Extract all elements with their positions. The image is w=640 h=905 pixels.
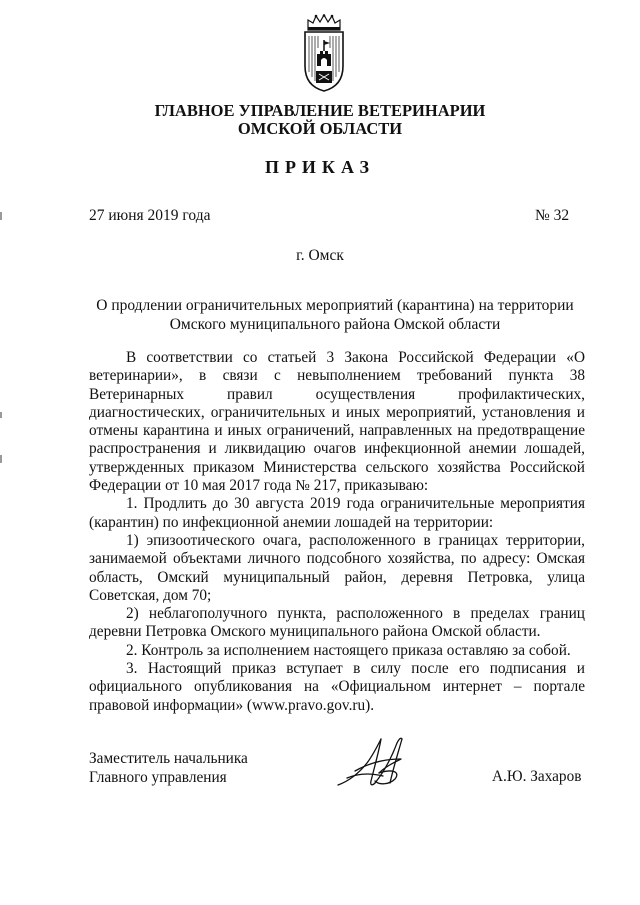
body-paragraph-item-1: 1. Продлить до 30 августа 2019 года ограничительные мероприятия (карантин) по инфекционной анемии лошадей на территории: bbox=[89, 495, 585, 531]
document-number: № 32 bbox=[535, 207, 570, 224]
document-subject-line1: О продлении ограничительных мероприятий (карантина) на территории bbox=[96, 297, 574, 314]
scan-edge-mark bbox=[0, 212, 2, 220]
document-subject-line2: Омского муниципального района Омской области bbox=[169, 316, 501, 333]
omsk-coat-of-arms-icon bbox=[301, 14, 347, 92]
body-paragraph-item-1-1: 1) эпизоотического очага, расположенного в границах территории, занимаемой объектами личного подсобного хозяйства, по адресу: Омская область, Омский муниципальный район, деревня Петровка, улица Советская, дом 70; bbox=[89, 531, 585, 604]
organization-name-line2: ОМСКОЙ ОБЛАСТИ bbox=[237, 119, 403, 138]
signer-position-line1: Заместитель начальника bbox=[89, 750, 248, 767]
body-paragraph-item-3: 3. Настоящий приказ вступает в силу после его подписания и официального опубликования на «Официальном интернет – портале правовой информации» (www.pravo.gov.ru). bbox=[89, 660, 585, 714]
handwritten-signature-icon bbox=[335, 733, 425, 793]
signer-position-line2: Главного управления bbox=[89, 769, 227, 786]
body-paragraph-item-1-2: 2) неблагополучного пункта, расположенного в пределах границ деревни Петровка Омского муниципального района Омской области. bbox=[89, 605, 585, 641]
document-city: г. Омск bbox=[296, 247, 344, 264]
signer-name: А.Ю. Захаров bbox=[492, 768, 582, 785]
scan-edge-mark bbox=[0, 412, 2, 418]
document-type-title: ПРИКАЗ bbox=[264, 157, 376, 177]
body-paragraph-preamble: В соответствии со статьей 3 Закона Российской Федерации «О ветеринарии», в связи с невыполнением требований пункта 38 Ветеринарных правил осуществления профилактических, диагностических, ограничительных и иных мероприятий, установления и отмены карантина и иных ограничений, направленных на предотвращение распространения и ликвидацию очагов инфекционной анемии лошадей, утвержденных приказом Министерства сельского хозяйства Российской Федерации от 10 мая 2017 года № 217, приказываю: bbox=[89, 349, 585, 495]
document-date: 27 июня 2019 года bbox=[89, 207, 211, 224]
scan-edge-mark bbox=[0, 455, 2, 463]
document-body bbox=[89, 349, 585, 715]
body-paragraph-item-2: 2. Контроль за исполнением настоящего приказа оставляю за собой. bbox=[126, 641, 571, 659]
organization-name-line1: ГЛАВНОЕ УПРАВЛЕНИЕ ВЕТЕРИНАРИИ bbox=[154, 101, 486, 120]
